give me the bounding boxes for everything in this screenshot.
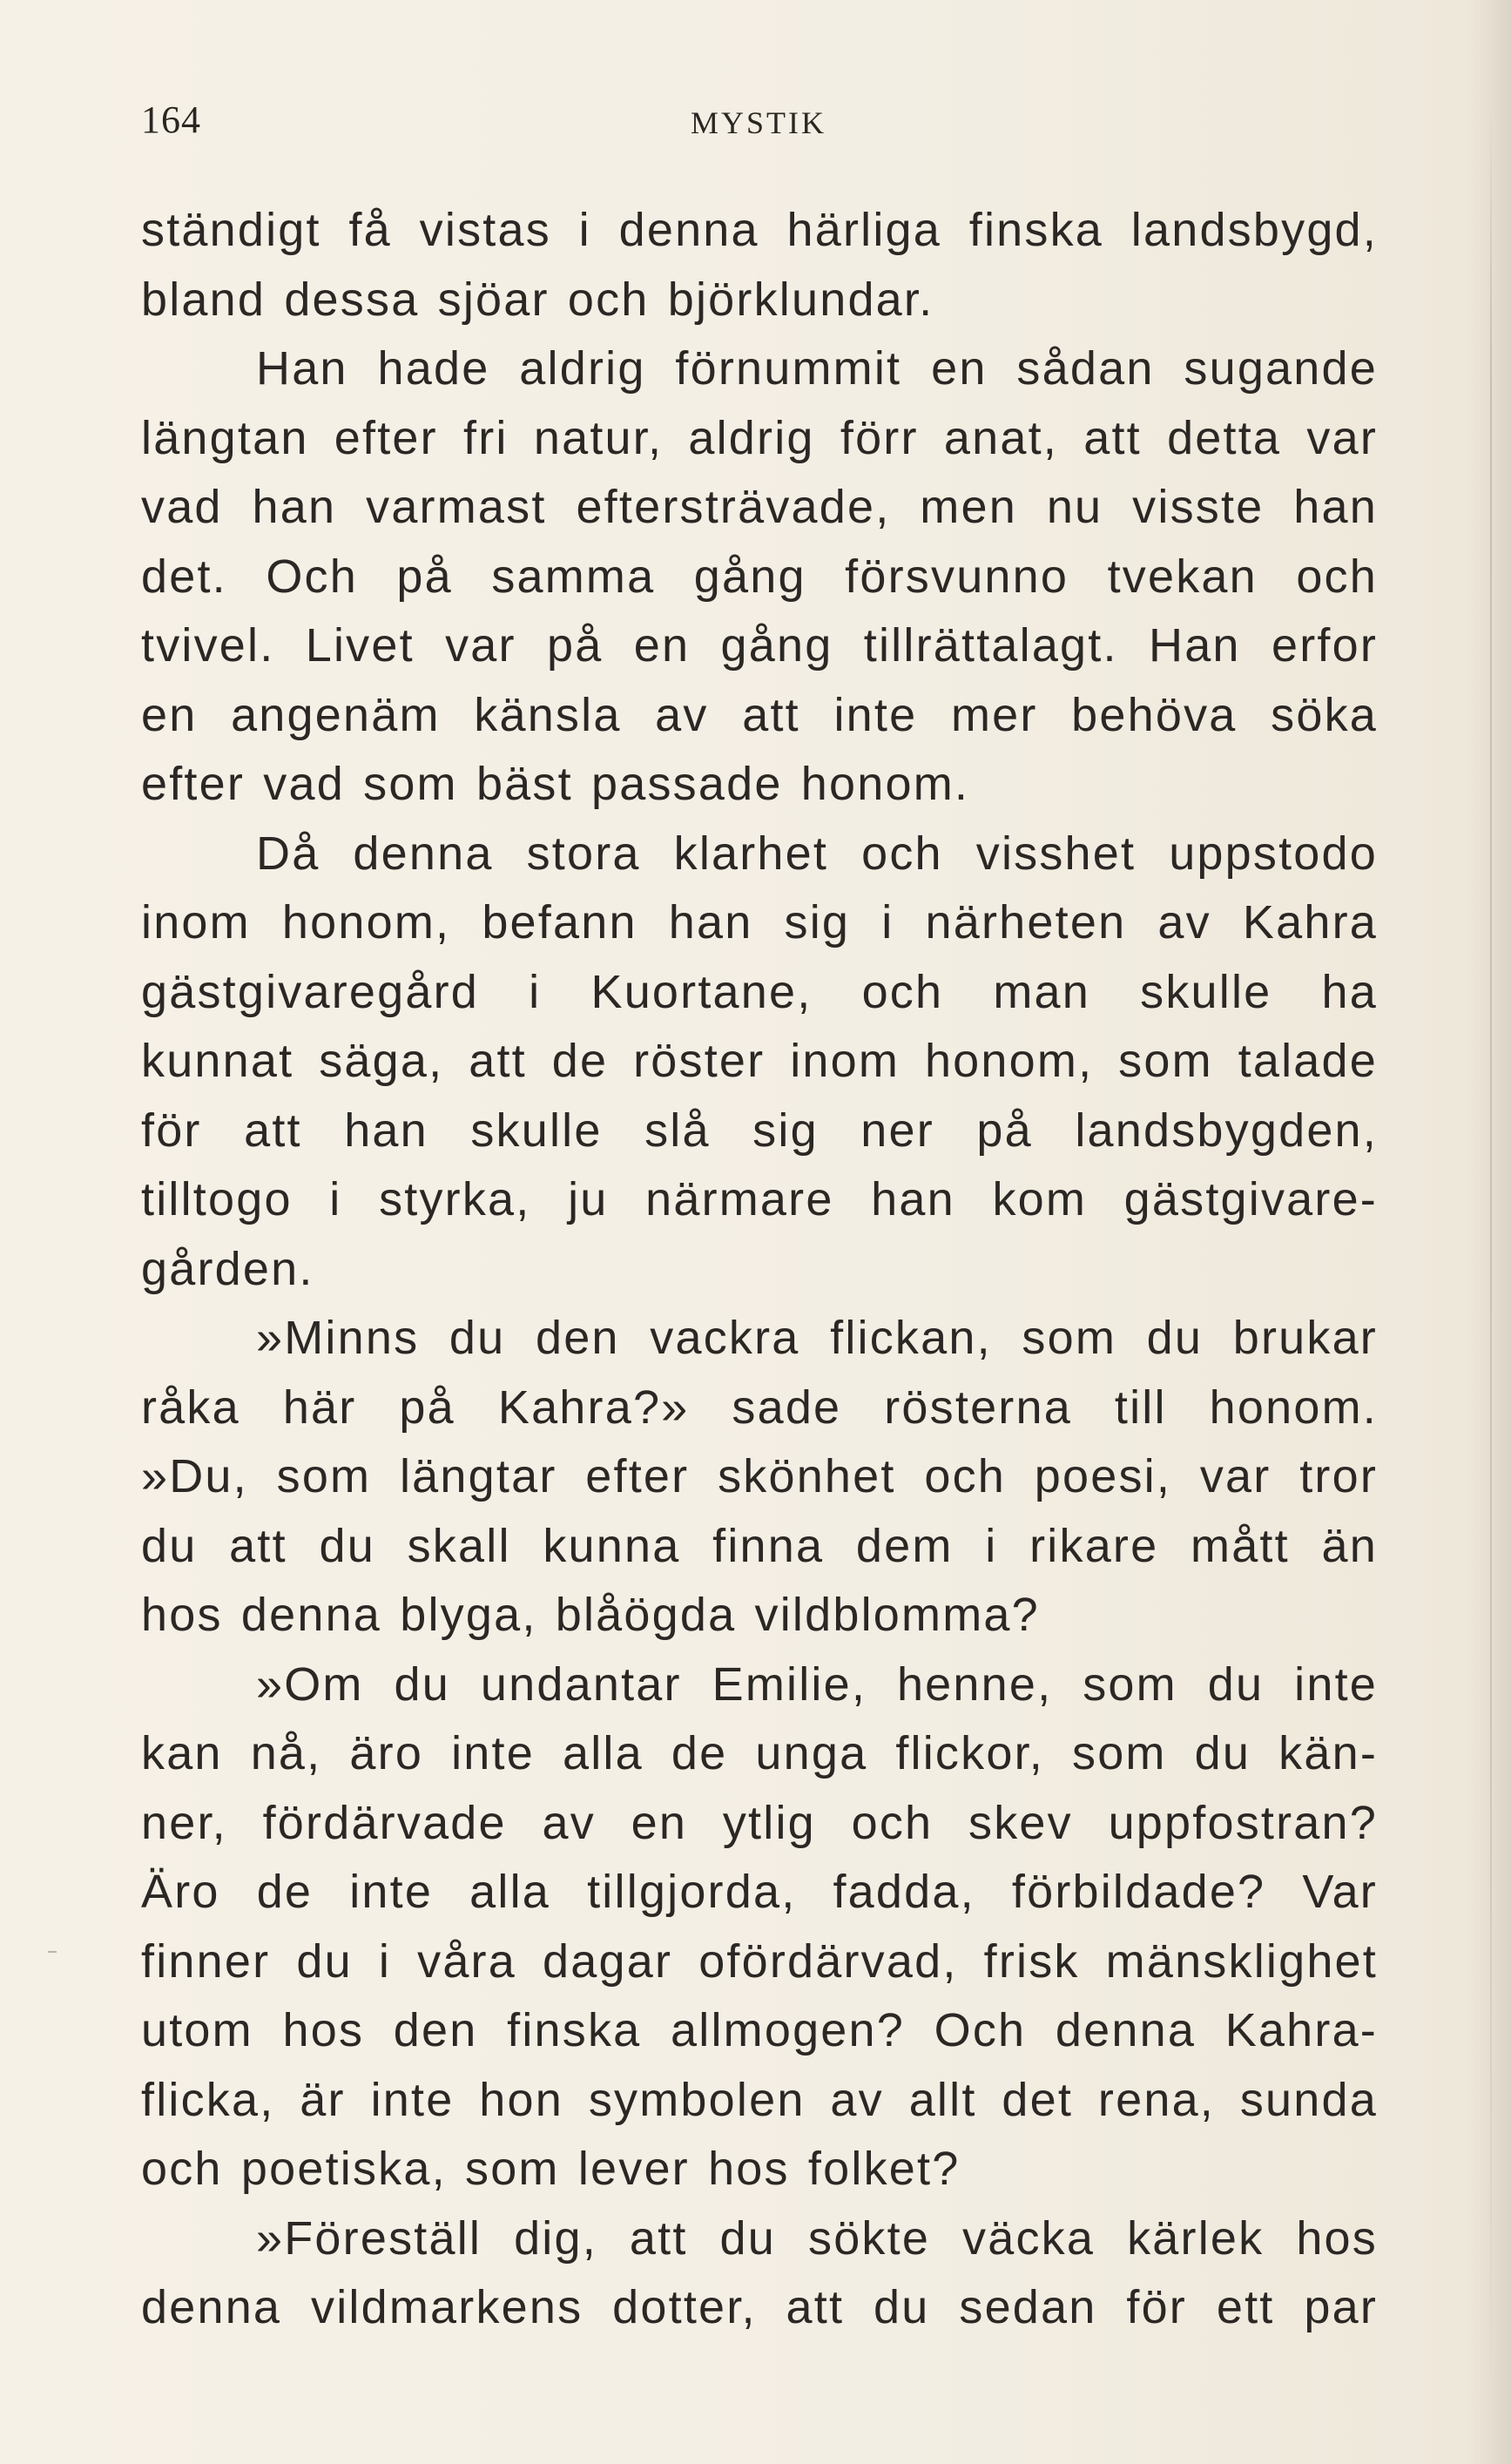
- text-line: efter vad som bäst passade honom.: [141, 758, 970, 810]
- text-line: längtan efter fri natur, aldrig förr anat, att detta var: [141, 411, 1378, 464]
- text-line: finner du i våra dagar ofördärvad, frisk mänsklighet: [141, 1934, 1378, 1988]
- page-edge-shadow: [1467, 0, 1511, 2464]
- text-line: utom hos den finska allmogen? Och denna Kahra-: [141, 2004, 1378, 2056]
- text-line: och poetiska, som lever hos folket?: [141, 2143, 961, 2195]
- text-line: inom honom, befann han sig i närheten av Kahra: [141, 896, 1378, 948]
- text-line: ner, fördärvade av en ytlig och skev uppfostran?: [141, 1796, 1378, 1849]
- text-line: för att han skulle slå sig ner på landsbygden,: [141, 1104, 1378, 1157]
- text-line: råka här på Kahra?» sade rösterna till honom.: [141, 1381, 1378, 1434]
- text-line: du att du skall kunna finna dem i rikare mått än: [141, 1519, 1378, 1572]
- text-line: bland dessa sjöar och björklundar.: [141, 273, 934, 326]
- text-line: kunnat säga, att de röster inom honom, som talade: [141, 1035, 1378, 1087]
- text-line: Äro de inte alla tillgjorda, fadda, förbildade? Var: [141, 1866, 1378, 1918]
- text-line: denna vildmarkens dotter, att du sedan för ett par: [141, 2281, 1378, 2333]
- text-line: tilltogo i styrka, ju närmare han kom gästgivare-: [141, 1173, 1378, 1225]
- text-line: vad han varmast eftersträvade, men nu visste han: [141, 481, 1378, 533]
- page-header: [141, 98, 1378, 159]
- main-text: [141, 196, 1378, 2343]
- text-line: Då denna stora klarhet och visshet uppstodo: [256, 827, 1378, 880]
- text-line: hos denna blyga, blåögda vildblomma?: [141, 1589, 1040, 1641]
- text-line: en angenäm känsla av att inte mer behöva söka: [141, 688, 1378, 741]
- text-line: ständigt få vistas i denna härliga finska landsbygd,: [141, 204, 1378, 256]
- running-head: MYSTIK: [691, 105, 827, 140]
- text-line: »Du, som längtar efter skönhet och poesi, var tror: [141, 1450, 1378, 1502]
- text-line: det. Och på samma gång försvunno tvekan och: [141, 550, 1378, 603]
- text-line: »Föreställ dig, att du sökte väcka kärlek hos: [256, 2211, 1378, 2265]
- text-line: kan nå, äro inte alla de unga flickor, som du kän-: [141, 1727, 1378, 1779]
- text-line: tvivel. Livet var på en gång tillrättalagt. Han erfor: [141, 619, 1378, 672]
- page-number: 164: [141, 98, 201, 141]
- text-line: »Om du undantar Emilie, henne, som du inte: [256, 1657, 1378, 1711]
- text-line: gästgivaregård i Kuortane, och man skulle ha: [141, 965, 1378, 1018]
- text-line: flicka, är inte hon symbolen av allt det rena, sunda: [141, 2073, 1378, 2126]
- text-line: »Minns du den vackra flickan, som du brukar: [256, 1312, 1378, 1364]
- text-line: gården.: [141, 1242, 314, 1295]
- page-edge-line: [1490, 105, 1492, 2404]
- text-line: Han hade aldrig förnummit en sådan sugande: [256, 342, 1378, 395]
- margin-mark: [48, 1951, 57, 1953]
